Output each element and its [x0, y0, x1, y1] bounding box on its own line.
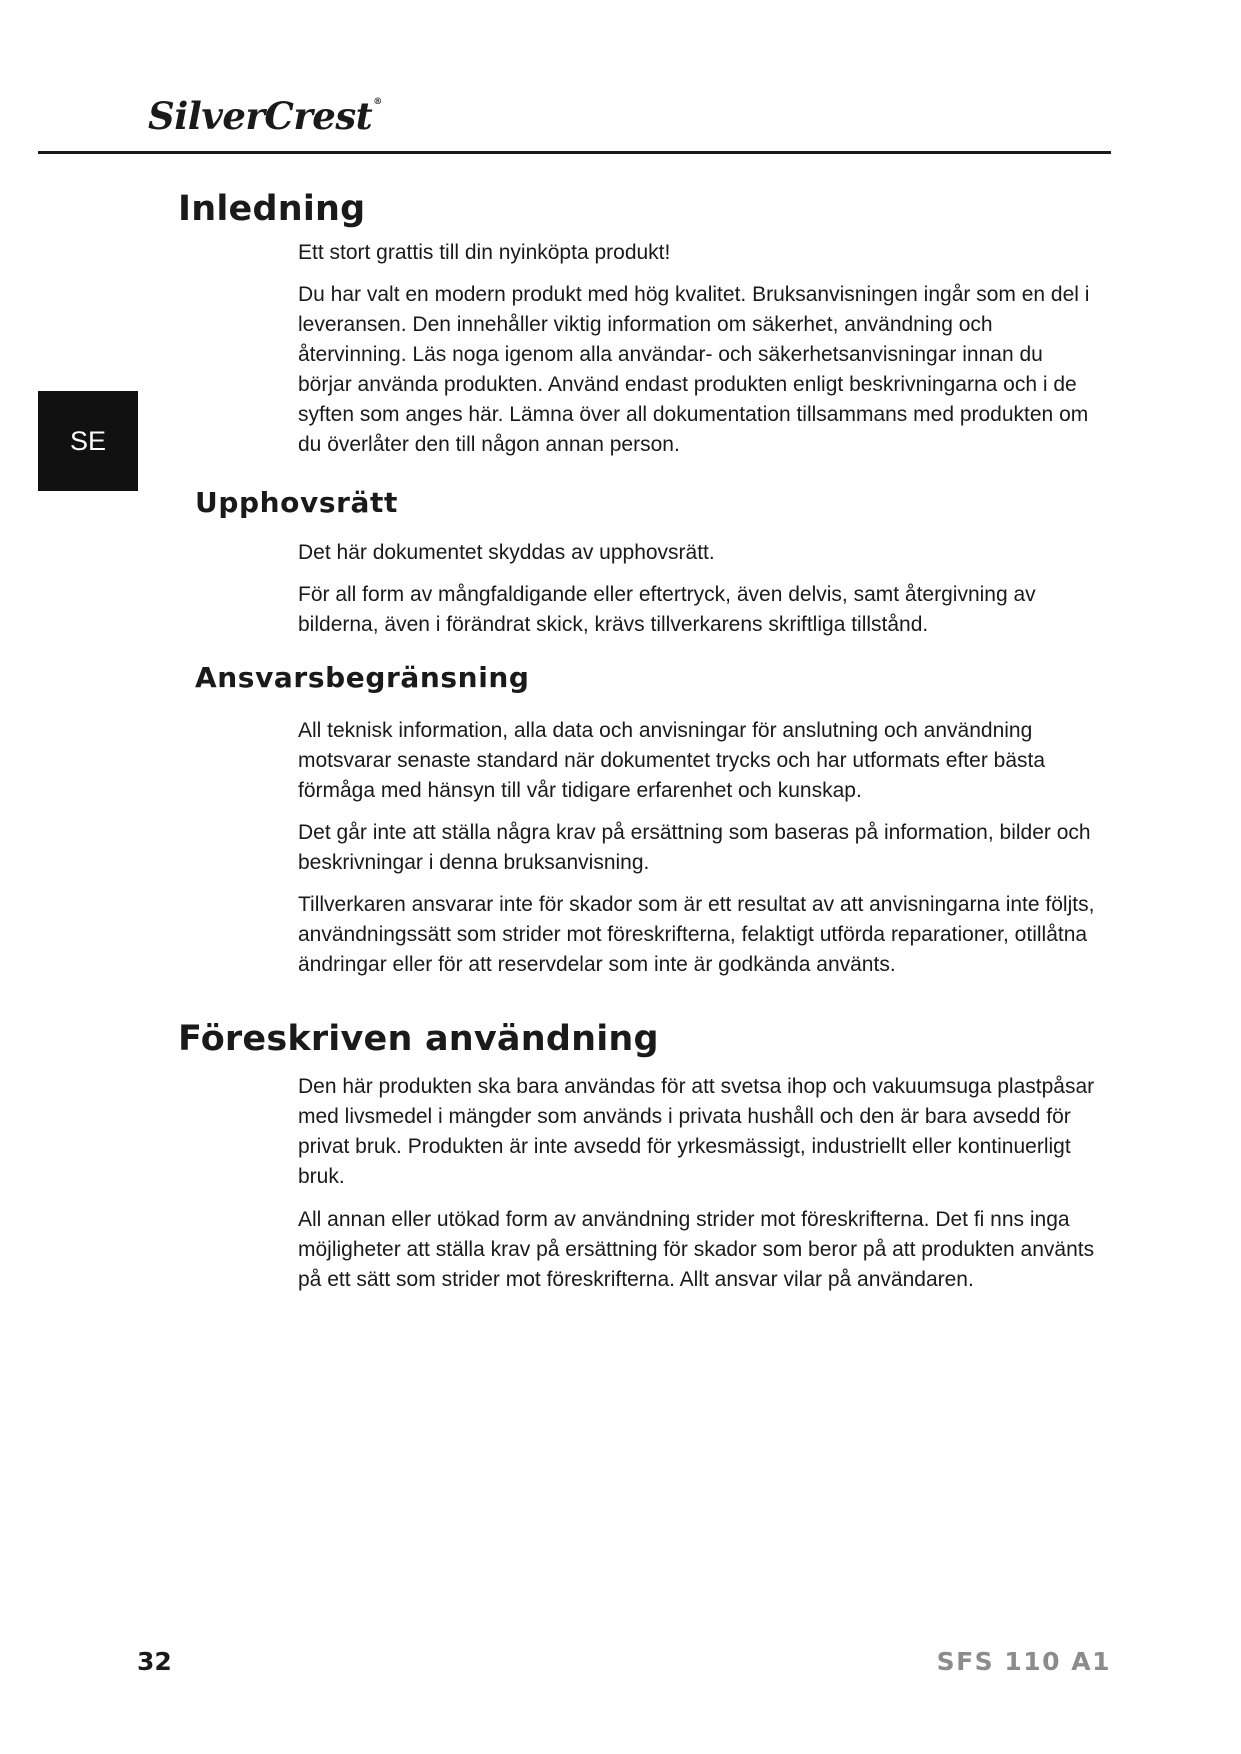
- paragraph: Det här dokumentet skyddas av upphovsrätt.: [298, 541, 715, 564]
- model-number: SFS 110 A1: [936, 1647, 1111, 1676]
- paragraph: All teknisk information, alla data och anvisningar för anslutning och användning motsvarar senaste standard när dokumentet trycks och har utformats efter bästa förmåga med hänsyn till vår tidigare erfarenhet och kunskap.: [298, 719, 1046, 802]
- section-heading-ansvarsbegransning: Ansvarsbegränsning: [195, 661, 530, 694]
- paragraph: För all form av mångfaldigande eller eftertryck, även delvis, samt återgivning av bilderna, även i förändrat skick, krävs tillverkarens skriftliga tillstånd.: [298, 583, 1036, 636]
- paragraph: Det går inte att ställa några krav på ersättning som baseras på information, bilder och beskrivningar i denna bruksanvisning.: [298, 821, 1091, 874]
- registered-mark: ®: [373, 97, 382, 107]
- page-number: 32: [137, 1647, 172, 1676]
- paragraph: Du har valt en modern produkt med hög kvalitet. Bruksanvisningen ingår som en del i leveransen. Den innehåller viktig information om säkerhet, användning och återvinning. Läs noga igenom alla användar- och säkerhetsanvisningar innan du börjar använda produkten. Använd endast produkten enligt beskrivningarna och i de syften som anges här. Lämna över all dokumentation tillsammans med produkten om du överlåter den till någon annan person.: [298, 283, 1090, 456]
- language-tab: SE: [38, 391, 138, 491]
- header-divider: [38, 151, 1111, 154]
- paragraph: Tillverkaren ansvarar inte för skador som är ett resultat av att anvisningarna inte följts, användningssätt som strider mot föreskrifterna, felaktigt utförda reparationer, otillåtna ändringar eller för att reservdelar som inte är godkända använts.: [298, 893, 1095, 976]
- paragraph: Den här produkten ska bara användas för att svetsa ihop och vakuumsuga plastpåsar med livsmedel i mängder som används i privata hushåll och den är bara avsedd för privat bruk. Produkten är inte avsedd för yrkesmässigt, industriellt eller kontinuerligt bruk.: [298, 1075, 1095, 1188]
- section-heading-upphovsratt: Upphovsrätt: [195, 486, 398, 519]
- brand-logo: [148, 94, 382, 138]
- brand-logo-text: SilverCrest: [148, 94, 373, 138]
- section-heading-inledning: Inledning: [178, 189, 366, 229]
- paragraph: All annan eller utökad form av användning strider mot föreskrifterna. Det fi nns inga möjligheter att ställa krav på ersättning för skador som beror på att produkten använts på ett sätt som strider mot föreskrifterna. Allt ansvar vilar på användaren.: [298, 1208, 1095, 1291]
- paragraph: Ett stort grattis till din nyinköpta produkt!: [298, 241, 671, 264]
- section-heading-foreskriven-anvandning: Föreskriven användning: [178, 1019, 659, 1059]
